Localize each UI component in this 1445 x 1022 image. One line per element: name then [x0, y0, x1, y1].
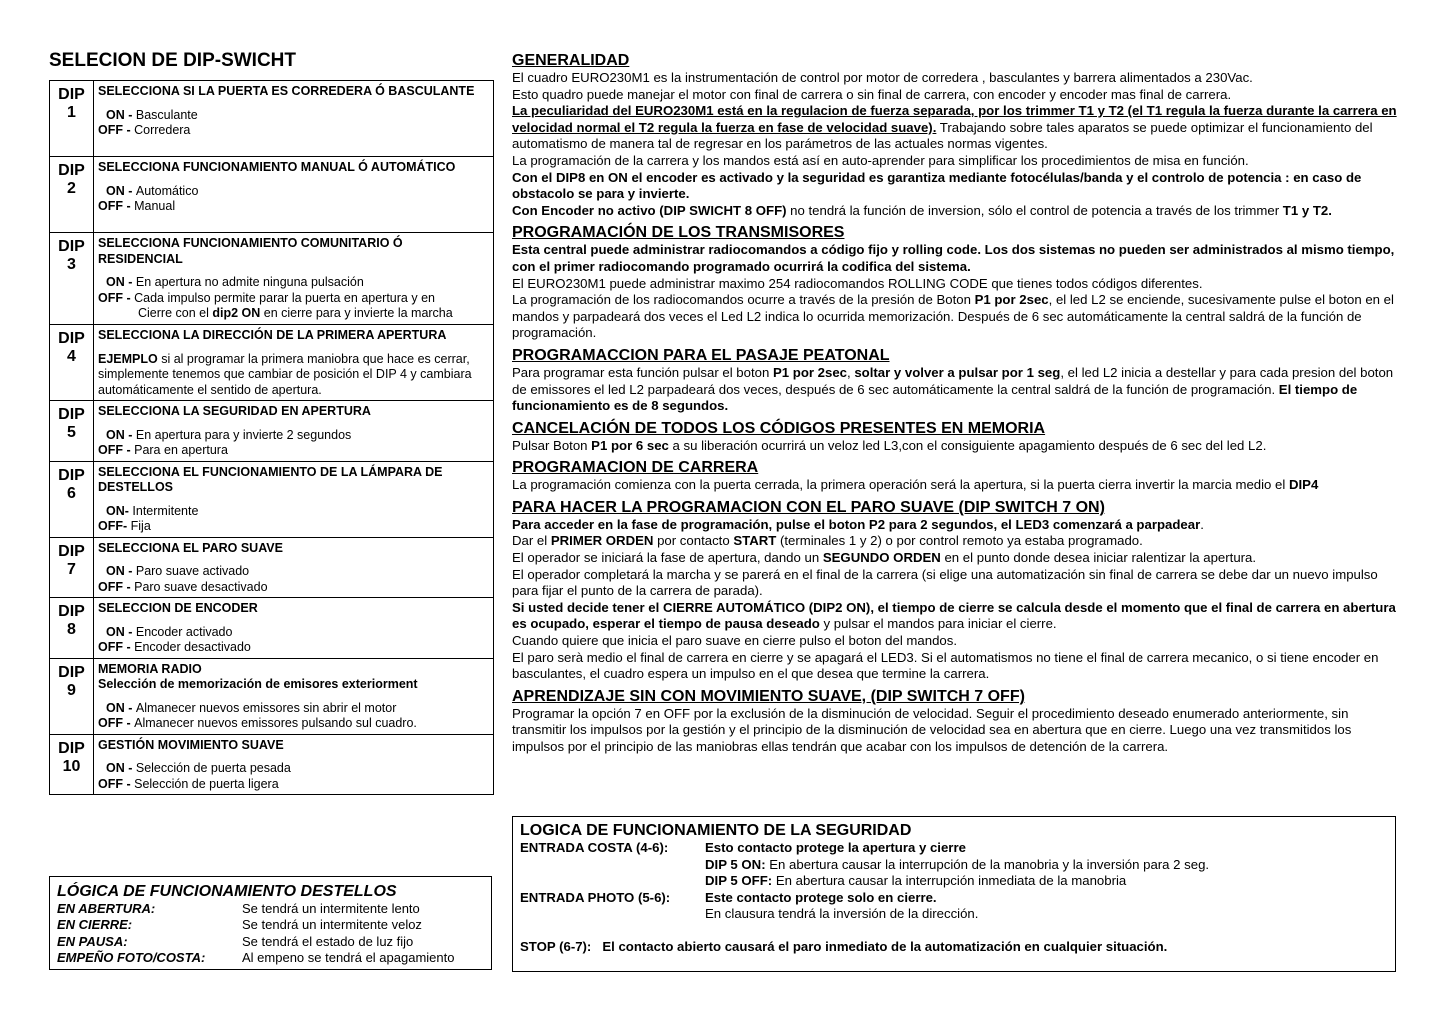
security-logic-box [512, 816, 1396, 972]
security-row: ENTRADA COSTA (4-6): Esto contacto protege la apertura y cierre [520, 840, 966, 855]
dip-number: DIP 5 [50, 401, 94, 462]
dip-header: SELECCIONA EL FUNCIONAMIENTO DE LA LÁMPARA DE DESTELLOS [98, 464, 443, 494]
paragraph: Esto quadro puede manejar el motor con final de carrera o sin final de carrera, con encoder y encoder mas final de carrera. [512, 86, 1232, 102]
security-row: En clausura tendrá la inversión de la dirección. [705, 906, 979, 922]
destellos-title: LÓGICA DE FUNCIONAMIENTO DESTELLOS [57, 883, 397, 900]
dip-section-title: SELECION DE DIP-SWICHT [49, 50, 297, 71]
dip-row: DIP 7 SELECCIONA EL PARO SUAVE ON - Paro suave activado OFF - Paro suave desactivado [50, 537, 494, 598]
security-stop: STOP (6-7): El contacto abierto causará el paro inmediato de la automatización en cualquier situación. [520, 938, 1168, 954]
dip-number: DIP 7 [50, 537, 94, 598]
security-title: LOGICA DE FUNCIONAMIENTO DE LA SEGURIDAD [520, 822, 912, 839]
section-title-aprendizaje: APRENDIZAJE SIN CON MOVIMIENTO SUAVE, (DIP SWITCH 7 OFF) [512, 687, 1025, 705]
paragraph: Esta central puede administrar radiocomandos a código fijo y rolling code. Los dos sistemas no pueden ser administrados al mismo tiempo, con el primer radiocomando programado ocurrirá la codifica del sistema. [512, 242, 1395, 274]
right-column [512, 50, 1402, 756]
dip-row: DIP 2 SELECCIONA FUNCIONAMIENTO MANUAL Ó AUTOMÁTICO ON - Automático OFF - Manual [50, 157, 494, 233]
section-title-carrera: PROGRAMACION DE CARRERA [512, 459, 759, 477]
dip-number: DIP 1 [50, 81, 94, 157]
dip-number: DIP 6 [50, 461, 94, 537]
security-row: DIP 5 ON: En abertura causar la interrupción de la manobria y la inversión para 2 seg. [705, 856, 1210, 872]
paragraph: Pulsar Boton P1 por 6 sec a su liberación ocurrirá un veloz led L3,con el consiguiente apagamiento después de 6 sec del led L2. [512, 437, 1267, 453]
dip-row: DIP 4 SELECCIONA LA DIRECCIÓN DE LA PRIMERA APERTURA EJEMPLO si al programar la primera maniobra que hace es cerrar, simplemente tenemos que cambiar de posición el DIP 4 y cambiara automáticamente el sentido de apertura. [50, 325, 494, 401]
dip-row: DIP 6 SELECCIONA EL FUNCIONAMIENTO DE LA LÁMPARA DE DESTELLOS ON- Intermitente OFF- Fija [50, 461, 494, 537]
paragraph: La programación comienza con la puerta cerrada, la primera operación será la apertura, si la puerta cierra invertir la marcia medio el DIP4 [512, 477, 1319, 493]
paragraph: Dar el PRIMER ORDEN por contacto START (terminales 1 y 2) o por control remoto ya estaba programado. [512, 533, 1143, 549]
dip-number: DIP 3 [50, 233, 94, 325]
dip-switch-table [49, 80, 494, 795]
section-title-transmisores: PROGRAMACIÓN DE LOS TRANSMISORES [512, 224, 845, 242]
dip-row: DIP 9 MEMORIA RADIO Selección de memorización de emisores exteriorment ON - Almanecer nuevos emissores sin abrir el motor OFF - Almanecer nuevos emissores pulsando sul cuadro. [50, 658, 494, 734]
dip-header: GESTIÓN MOVIMIENTO SUAVE [98, 737, 284, 752]
dip-subheader: Selección de memorización de emisores exteriorment [98, 677, 418, 691]
dip-number: DIP 2 [50, 157, 94, 233]
dip-number: DIP 8 [50, 598, 94, 659]
paragraph: La programación de la carrera y los mandos está así en auto-aprender para simplificar los procedimientos de misa en función. [512, 152, 1249, 168]
dip-header: SELECCIONA LA DIRECCIÓN DE LA PRIMERA APERTURA [98, 328, 447, 342]
paragraph: Con Encoder no activo (DIP SWICHT 8 OFF) no tendrá la función de inversion, sólo el control de potencia a través de los trimmer T1 y T2. [512, 202, 1332, 218]
paragraph: El EURO230M1 puede administrar maximo 254 radiocomandos ROLLING CODE que tienes todos códigos diferentes. [512, 275, 1203, 291]
paragraph: Programar la opción 7 en OFF por la exclusión de la disminución de velocidad. Seguir el procedimiento deseado enumerado anteriormente, sin transmitir los impulsos por la gestión y el principio de la disminución de velocidad sea en abertura que en cierre. Luego una vez transmitidos los impulsos por el principio de las maniobras ellas tendrán que acabar con los impulsos de detención de la carrera. [512, 705, 1352, 754]
destellos-logic-box [49, 876, 492, 970]
paragraph: La programación de los radiocomandos ocurre a través de la presión de Boton P1 por 2sec, el led L2 se enciende, sucesivamente pulse el boton en el mandos y parpadeará dos veces el Led L2 indica lo ocurrida memorización. Después de 6 sec automáticamente la central saldrá de la función de programación. [512, 292, 1394, 341]
dip-header: SELECCIONA FUNCIONAMIENTO MANUAL Ó AUTOMÁTICO [98, 160, 456, 174]
dip-header: SELECCIONA SI LA PUERTA ES CORREDERA Ó BASCULANTE [98, 84, 475, 98]
section-title-generalidad: GENERALIDAD [512, 52, 630, 69]
paragraph: El cuadro EURO230M1 es la instrumentación de control por motor de corredera , basculantes y barrera alimentados a 230Vac. [512, 70, 1253, 85]
paragraph: Para acceder en la fase de programación, pulse el boton P2 para 2 segundos, el LED3 comenzará a parpadear. [512, 516, 1204, 532]
dip-number: DIP 10 [50, 734, 94, 795]
paragraph: El operador completará la marcha y se parerá en el final de la carrera (si elige una automatización sin final de carrera se debe dar un nuevo impulso para fijar el punto de la carrera de parada). [512, 566, 1378, 599]
section-title-cancelacion: CANCELACIÓN DE TODOS LOS CÓDIGOS PRESENTES EN MEMORIA [512, 419, 1046, 437]
destellos-row: EMPEÑO FOTO/COSTA: Al empeno se tendrá el apagamiento [57, 949, 455, 965]
dip-header: SELECCIONA LA SEGURIDAD EN APERTURA [98, 404, 371, 418]
security-row: DIP 5 OFF: En abertura causar la interrupción inmediata de la manobria [705, 873, 1127, 889]
dip-header: SELECCION DE ENCODER [98, 601, 258, 615]
dip-row: DIP 8 SELECCION DE ENCODER ON - Encoder activado OFF - Encoder desactivado [50, 598, 494, 659]
dip-row: DIP 5 SELECCIONA LA SEGURIDAD EN APERTURA ON - En apertura para y invierte 2 segundos OFF - Para en apertura [50, 401, 494, 462]
dip-row: DIP 10 GESTIÓN MOVIMIENTO SUAVE ON - Selección de puerta pesada OFF - Selección de puerta ligera [50, 734, 494, 795]
paragraph: Cuando quiere que inicia el paro suave en cierre pulso el boton del mandos. [512, 633, 958, 649]
paragraph: La peculiaridad del EURO230M1 está en la regulacion de fuerza separada, por los trimmer T1 y T2 (el T1 regula la fuerza durante la carrera en velocidad normal el T2 regula la fuerza en fase de velocidad suave). Trabajando sobre tales aparatos se puede optimizar el funcionamiento del automatismo de manera tal de regresar en los parámetros de las actuales normas vigentes. [512, 103, 1397, 152]
section-title-paro-suave: PARA HACER LA PROGRAMACION CON EL PARO SUAVE (DIP SWITCH 7 ON) [512, 498, 1105, 516]
paragraph: El operador se iniciará la fase de apertura, dando un SEGUNDO ORDEN en el punto donde desea iniciar ralentizar la apertura. [512, 550, 1257, 566]
destellos-row: EN CIERRE: Se tendrá un intermitente veloz [57, 917, 422, 933]
paragraph: Si usted decide tener el CIERRE AUTOMÁTICO (DIP2 ON), el tiempo de cierre se calcula desde el momento que el final de carrera en abertura es ocupado, esperar el tiempo de pausa deseado y pulsar el mandos para iniciar el cierre. [512, 599, 1396, 632]
section-title-peatonal: PROGRAMACCION PARA EL PASAJE PEATONAL [512, 346, 890, 364]
paragraph: Con el DIP8 en ON el encoder es activado y la seguridad es garantiza mediante fotocélulas/banda y el controlo de potencia : en caso de obstacolo se para y invierte. [512, 169, 1362, 202]
paragraph: Para programar esta función pulsar el boton P1 por 2sec, soltar y volver a pulsar por 1 seg, el led L2 inicia a destellar y para cada presion del boton de emissores el led L2 parpadeará dos veces, después de 6 sec automáticamente la central saldrá de la función de programación. El tiempo de funcionamiento es de 8 segundos. [512, 364, 1394, 414]
destellos-row: EN ABERTURA: Se tendrá un intermitente lento [57, 901, 420, 916]
dip-header: MEMORIA RADIO [98, 661, 202, 676]
dip-number: DIP 4 [50, 325, 94, 401]
paragraph: El paro serà medio el final de carrera en cierre y se apagará el LED3. Si el automatismos no tiene el final de carrera mecanico, o si tiene encoder en basculantes, el cuadro espera un impulso en el que desea que termine la carrera. [512, 649, 1379, 682]
dip-number: DIP 9 [50, 658, 94, 734]
dip-header: SELECCIONA FUNCIONAMIENTO COMUNITARIO Ó RESIDENCIAL [98, 236, 403, 266]
destellos-row: EN PAUSA: Se tendrá el estado de luz fijo [57, 933, 414, 949]
dip-header: SELECCIONA EL PARO SUAVE [98, 540, 283, 555]
security-row: ENTRADA PHOTO (5-6): Este contacto protege solo en cierre. [520, 889, 937, 905]
dip-row: DIP 3 SELECCIONA FUNCIONAMIENTO COMUNITARIO Ó RESIDENCIAL ON - En apertura no admite ninguna pulsación OFF - Cada impulso permite parar la puerta en apertura y en Cierre con el dip2 ON en cierre para y invierte la marcha [50, 233, 494, 325]
dip-row: DIP 1 SELECCIONA SI LA PUERTA ES CORREDERA Ó BASCULANTE ON - Basculante OFF - Corredera [50, 81, 494, 157]
